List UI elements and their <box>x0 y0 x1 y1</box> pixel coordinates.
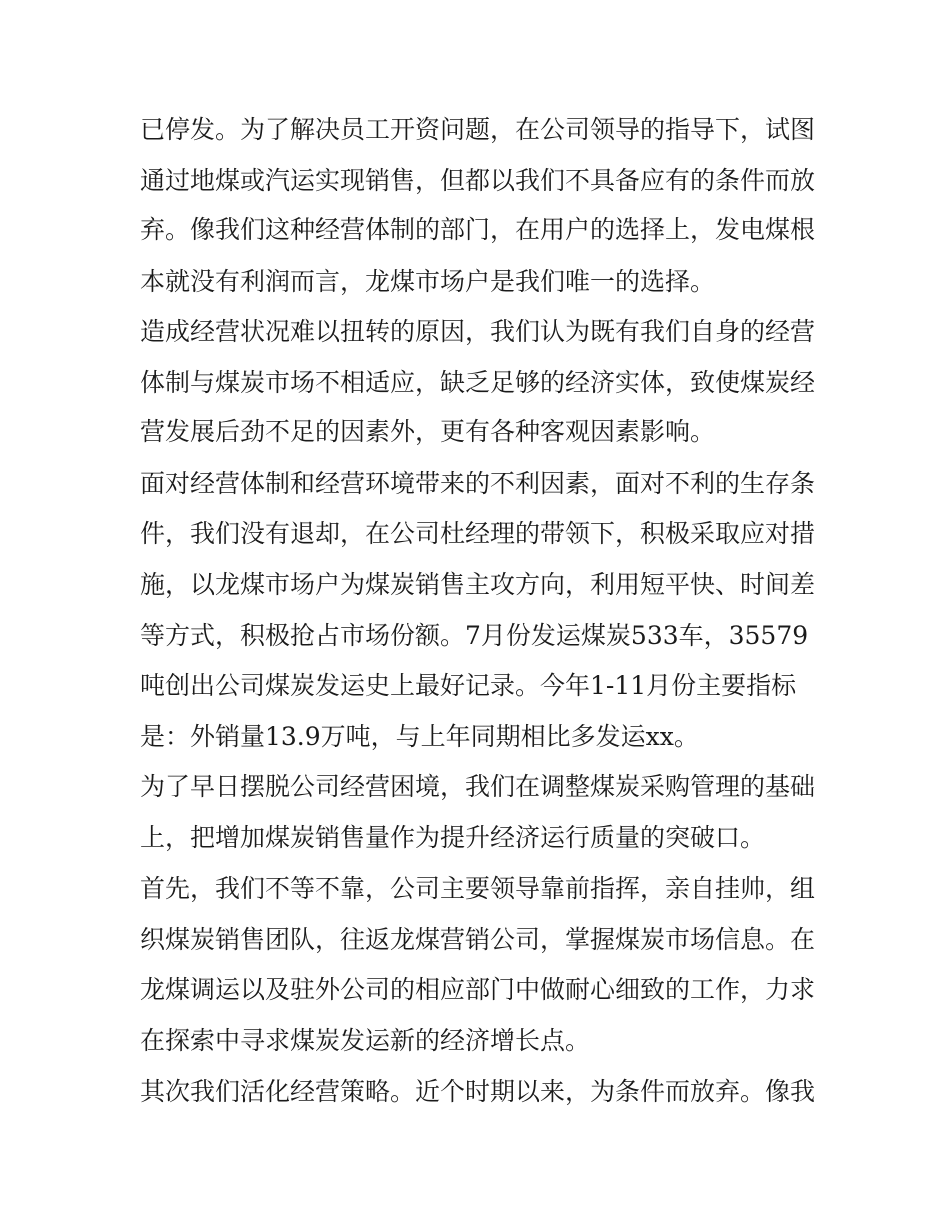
text-line: 首先，我们不等不靠，公司主要领导靠前指挥，亲自挂帅，组 <box>140 874 816 903</box>
text-line: 本就没有利润而言，龙煤市场户是我们唯一的选择。 <box>140 267 716 296</box>
text-line: 织煤炭销售团队，往返龙煤营销公司，掌握煤炭市场信息。在 <box>140 925 816 954</box>
text-line: 施，以龙煤市场户为煤炭销售主攻方向，利用短平快、时间差 <box>140 570 816 599</box>
text-line: 是：外销量13.9万吨，与上年同期相比多发运xx。 <box>140 722 699 751</box>
text-line: 等方式，积极抢占市场份额。7月份发运煤炭533车，35579 <box>140 621 809 650</box>
text-line: 龙煤调运以及驻外公司的相应部门中做耐心细致的工作，力求 <box>140 975 816 1004</box>
text-line: 面对经营体制和经营环境带来的不利因素，面对不利的生存条 <box>140 469 816 498</box>
text-line: 吨创出公司煤炭发运史上最好记录。今年1-11月份主要指标 <box>140 671 797 700</box>
text-line: 营发展后劲不足的因素外，更有各种客观因素影响。 <box>140 417 716 446</box>
text-line: 在探索中寻求煤炭发运新的经济增长点。 <box>140 1026 591 1055</box>
text-line: 弃。像我们这种经营体制的部门，在用户的选择上，发电煤根 <box>140 215 816 244</box>
text-line: 通过地煤或汽运实现销售，但都以我们不具备应有的条件而放 <box>140 166 816 195</box>
text-line: 为了早日摆脱公司经营困境，我们在调整煤炭采购管理的基础 <box>140 772 816 801</box>
text-line: 已停发。为了解决员工开资问题，在公司领导的指导下，试图 <box>140 115 816 144</box>
text-line: 造成经营状况难以扭转的原因，我们认为既有我们自身的经营 <box>140 317 816 346</box>
text-line: 上，把增加煤炭销售量作为提升经济运行质量的突破口。 <box>140 823 766 852</box>
text-line: 体制与煤炭市场不相适应，缺乏足够的经济实体，致使煤炭经 <box>140 368 816 397</box>
text-line: 件，我们没有退却，在公司杜经理的带领下，积极采取应对措 <box>140 519 816 548</box>
text-line: 其次我们活化经营策略。近个时期以来，为条件而放弃。像我 <box>140 1077 816 1106</box>
